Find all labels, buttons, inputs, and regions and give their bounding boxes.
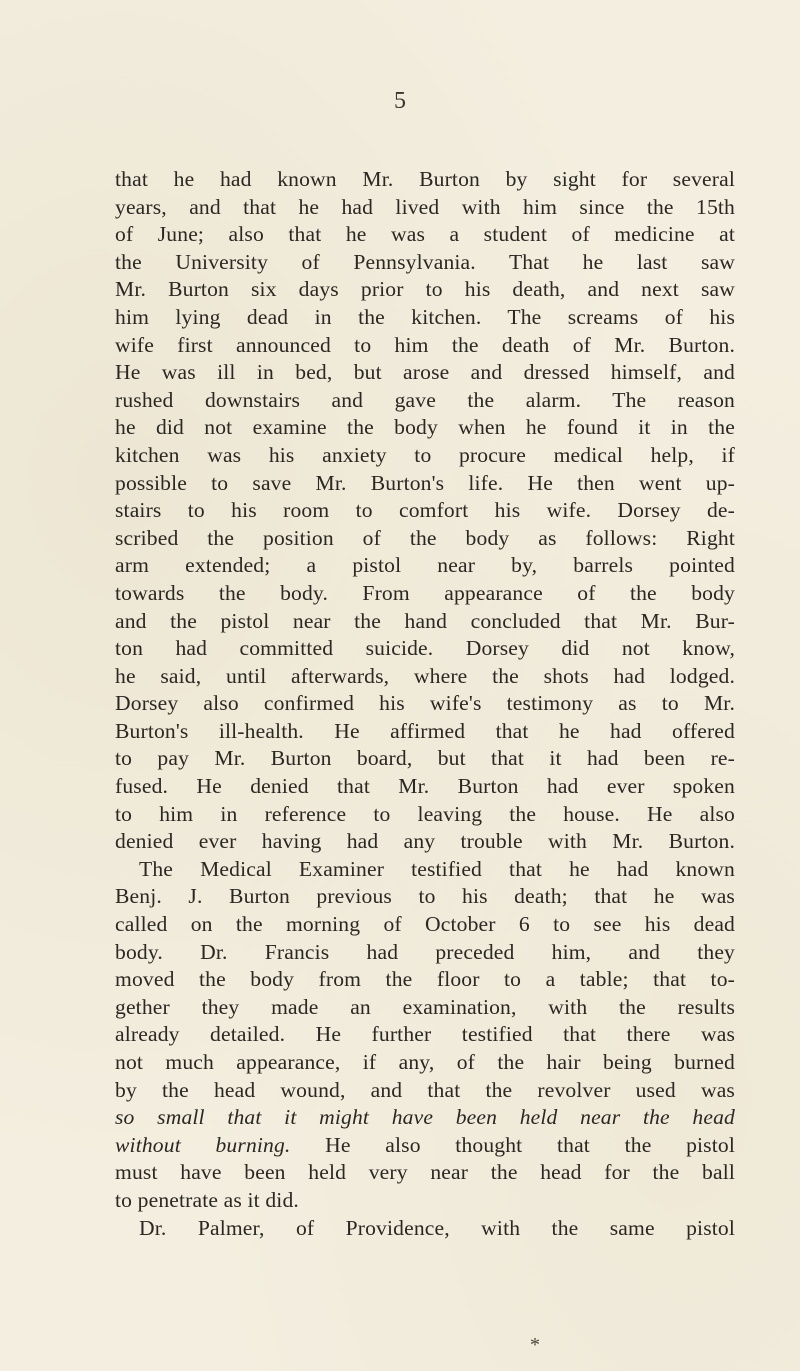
- paragraph-start-line: The Medical Examiner testified that he had known: [139, 856, 735, 881]
- signature-mark: *: [530, 1334, 540, 1356]
- text-line: not much appearance, if any, of the hair being burned: [115, 1050, 735, 1074]
- text-line: he said, until afterwards, where the shots had lodged.: [115, 663, 735, 688]
- text-line: called on the morning of October 6 to see his dead: [115, 912, 735, 937]
- text-line: wife first announced to him the death of Mr. Burton.: [115, 332, 735, 357]
- text-line: he did not examine the body when he found it in the: [115, 415, 735, 440]
- text-line: the University of Pennsylvania. That he last saw: [115, 249, 735, 274]
- text-line: Dorsey also confirmed his wife's testimony as to Mr.: [115, 691, 735, 716]
- italic-phrase: without burning.: [115, 1132, 291, 1157]
- text-line: years, and that he had lived with him since the 15th: [115, 194, 735, 219]
- body-text: [115, 166, 735, 1242]
- page-number: 5: [394, 88, 406, 114]
- text-line: to him in reference to leaving the house. He also: [115, 801, 735, 826]
- text-line: and the pistol near the hand concluded that Mr. Bur-: [115, 608, 735, 633]
- text-line: He was ill in bed, but arose and dressed himself, and: [115, 360, 735, 385]
- text-fragment: He also thought that the pistol: [290, 1132, 735, 1157]
- text-line: denied ever having had any trouble with Mr. Burton.: [115, 829, 735, 854]
- text-line: Benj. J. Burton previous to his death; that he was: [115, 884, 735, 909]
- text-line: by the head wound, and that the revolver used was: [115, 1077, 735, 1102]
- text-line: that he had known Mr. Burton by sight for several: [115, 167, 735, 191]
- text-line: to pay Mr. Burton board, but that it had been re-: [115, 746, 735, 771]
- text-line: of June; also that he was a student of medicine at: [115, 222, 735, 247]
- paragraph-end-line: to penetrate as it did.: [115, 1187, 299, 1212]
- text-line: gether they made an examination, with the results: [115, 994, 735, 1019]
- text-line: fused. He denied that Mr. Burton had ever spoken: [115, 774, 735, 799]
- text-line: stairs to his room to comfort his wife. Dorsey de-: [115, 498, 735, 523]
- text-line: Burton's ill-health. He affirmed that he had offered: [115, 718, 735, 743]
- text-line: moved the body from the floor to a table; that to-: [115, 967, 735, 992]
- text-line: rushed downstairs and gave the alarm. The reason: [115, 387, 735, 412]
- text-line: possible to save Mr. Burton's life. He then went up-: [115, 470, 735, 495]
- text-line: must have been held very near the head for the ball: [115, 1160, 735, 1185]
- text-line: ton had committed suicide. Dorsey did not know,: [115, 636, 735, 661]
- text-line: already detailed. He further testified that there was: [115, 1022, 735, 1047]
- text-line: kitchen was his anxiety to procure medical help, if: [115, 442, 735, 467]
- text-line: towards the body. From appearance of the body: [115, 580, 735, 605]
- text-line: arm extended; a pistol near by, barrels pointed: [115, 553, 735, 578]
- text-line: him lying dead in the kitchen. The screams of his: [115, 304, 735, 329]
- text-line: scribed the position of the body as follows: Right: [115, 525, 735, 550]
- text-line: Mr. Burton six days prior to his death, and next saw: [115, 277, 735, 302]
- paragraph-start-line: Dr. Palmer, of Providence, with the same pistol: [139, 1215, 735, 1240]
- mixed-text-line: [115, 1132, 735, 1160]
- italic-text-line: so small that it might have been held near the head: [115, 1105, 735, 1130]
- text-line: body. Dr. Francis had preceded him, and they: [115, 939, 735, 964]
